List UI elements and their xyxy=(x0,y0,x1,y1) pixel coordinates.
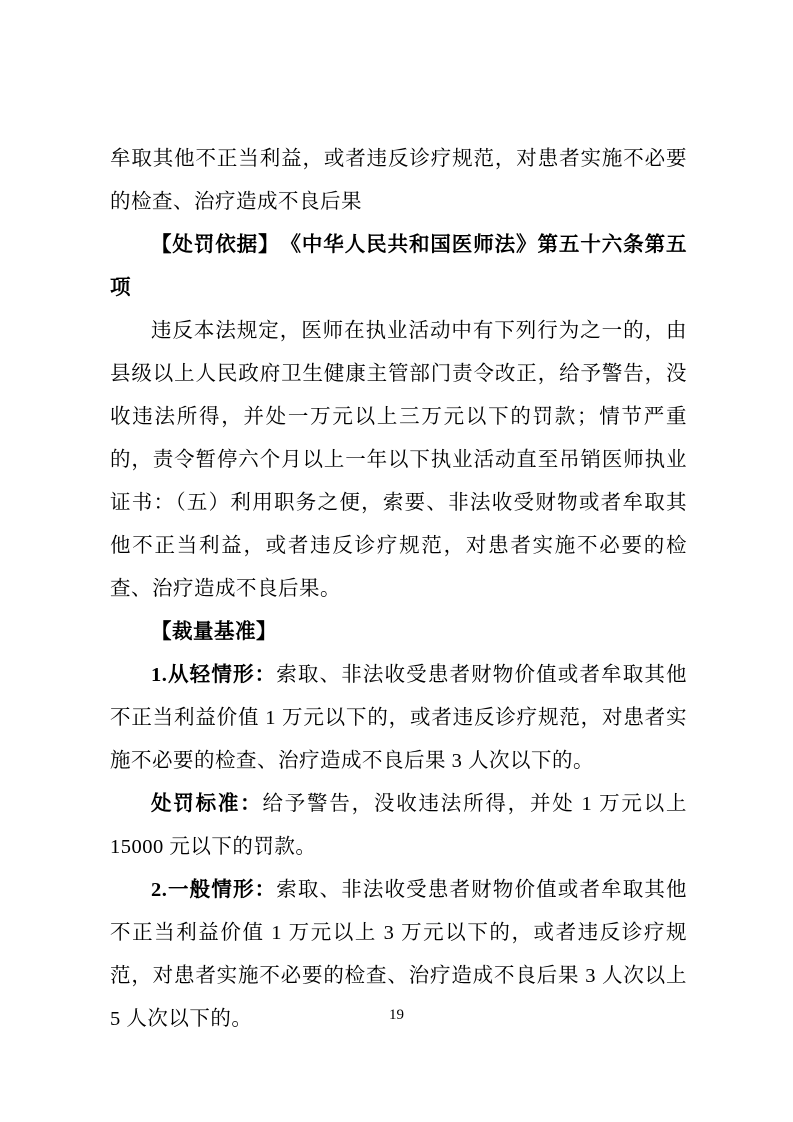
penalty-basis-heading xyxy=(110,224,687,310)
penalty-standard-1-label: 处罚标准： xyxy=(151,793,263,815)
law-excerpt-text: 违反本法规定，医师在执业活动中有下列行为之一的，由县级以上人民政府卫生健康主管部门责令改正，给予警告，没收违法所得，并处一万元以上三万元以下的罚款；情节严重的，责令暂停六个月以上一年以下执业活动直至吊销医师执业证书：（五）利用职务之便，索要、非法收受财物或者牟取其他不正当利益，或者违反诊疗规范，对患者实施不必要的检查、治疗造成不良后果。 xyxy=(110,320,687,600)
item-mitigating-text: 索取、非法收受患者财物价值或者牟取其他不正当利益价值 1 万元以下的，或者违反诊疗规范，对患者实施不必要的检查、治疗造成不良后果 3 人次以下的。 xyxy=(110,664,687,772)
continuation-text: 牟取其他不正当利益，或者违反诊疗规范，对患者实施不必要的检查、治疗造成不良后果 xyxy=(110,148,687,213)
page-number: 19 xyxy=(389,1007,404,1023)
discretion-heading-text: 【裁量基准】 xyxy=(151,621,277,643)
item-general-label: 2.一般情形： xyxy=(151,879,277,901)
paragraph-continuation xyxy=(110,138,687,224)
item-mitigating-paragraph xyxy=(110,654,687,783)
penalty-standard-1-paragraph xyxy=(110,783,687,869)
law-excerpt-paragraph xyxy=(110,310,687,611)
document-body xyxy=(110,138,687,1041)
discretion-heading xyxy=(110,611,687,654)
page-footer xyxy=(0,1007,793,1024)
penalty-basis-text: 【处罚依据】 《中华人民共和国医师法》第五十六条第五项 xyxy=(110,234,687,299)
item-general-text: 索取、非法收受患者财物价值或者牟取其他不正当利益价值 1 万元以上 3 万元以下的，或者违反诊疗规范，对患者实施不必要的检查、治疗造成不良后果 3 人次以上 5 人次以下的。 xyxy=(110,879,687,1030)
penalty-standard-1-text: 给予警告，没收违法所得，并处 1 万元以上 15000 元以下的罚款。 xyxy=(110,793,688,858)
item-mitigating-label: 1.从轻情形： xyxy=(151,664,277,686)
